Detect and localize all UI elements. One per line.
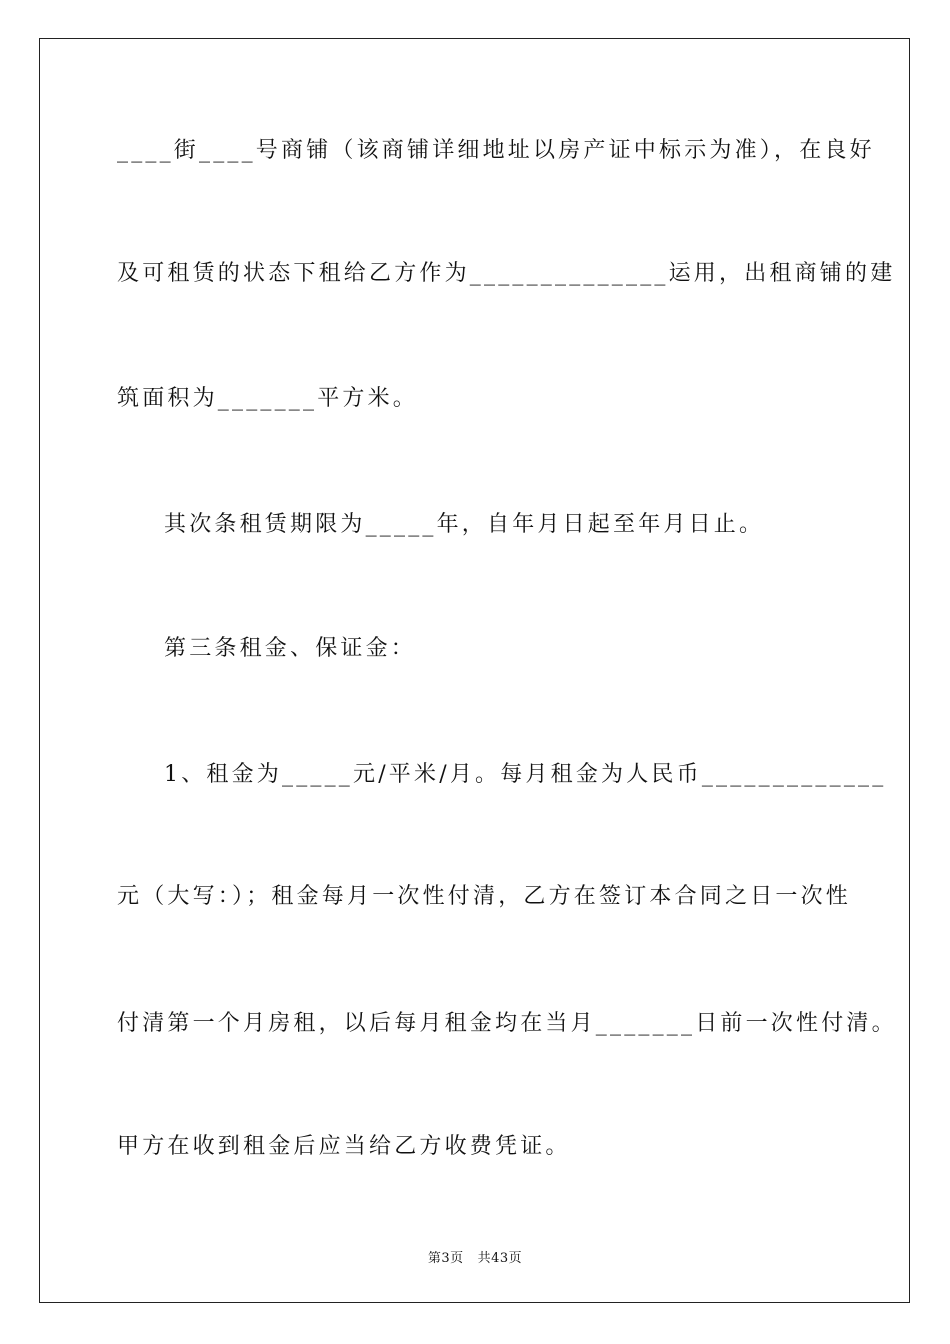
text-line-4: 其次条租赁期限为_____年，自年月日起至年月日止。 <box>164 512 765 537</box>
text-line-7: 元（大写：）；租金每月一次性付清，乙方在签订本合同之日一次性 <box>117 884 852 909</box>
page-number: 第3页 <box>427 1251 464 1266</box>
text-line-5: 第三条租金、保证金： <box>164 636 417 661</box>
text-line-2: 及可租赁的状态下租给乙方作为______________运用，出租商铺的建 <box>117 261 896 286</box>
text-line-9: 甲方在收到租金后应当给乙方收费凭证。 <box>117 1134 571 1159</box>
text-line-6: 1、租金为_____元/平米/月。每月租金为人民币_____________ <box>164 762 887 787</box>
text-line-8: 付清第一个月房租，以后每月租金均在当月_______日前一次性付清。 <box>117 1011 897 1036</box>
page-footer <box>0 1247 950 1266</box>
text-line-1: ____街____号商铺（该商铺详细地址以房产证中标示为准），在良好 <box>117 138 875 163</box>
text-line-3: 筑面积为_______平方米。 <box>117 386 419 411</box>
page-total: 共43页 <box>477 1251 523 1266</box>
page-border <box>39 38 910 1303</box>
